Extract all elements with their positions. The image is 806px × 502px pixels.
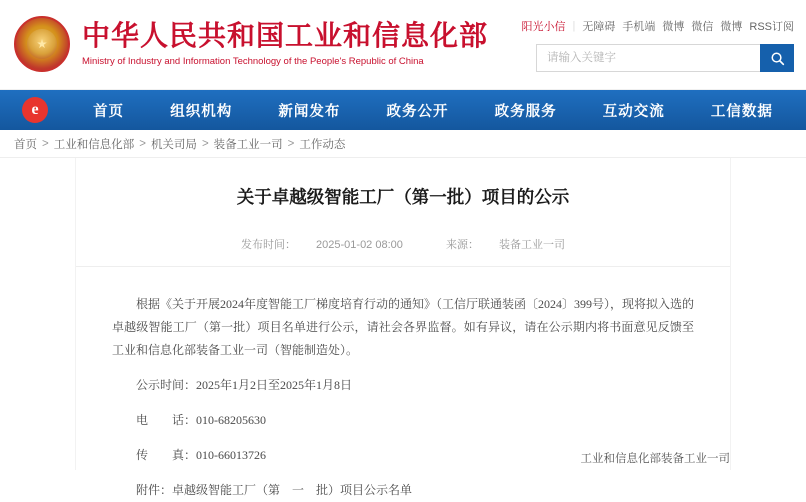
toplink-weibo-alt[interactable]: 微博 <box>720 21 743 33</box>
toplink-rss[interactable]: RSS订阅 <box>749 21 794 33</box>
breadcrumb-item-miit[interactable]: 工业和信息化部 <box>53 138 135 151</box>
breadcrumb-item-equipment-bureau-1[interactable]: 装备工业一司 <box>213 138 283 151</box>
national-emblem-icon <box>14 16 70 72</box>
breadcrumb-separator-icon: > <box>42 137 49 150</box>
source-label: 来源： 装备工业一司 <box>445 239 565 251</box>
article-container <box>75 158 731 497</box>
search-input[interactable] <box>536 44 760 72</box>
toplink-accessibility[interactable]: 无障碍 <box>582 21 616 33</box>
site-title-cn: 中华人民共和国工业和信息化部 <box>82 20 489 51</box>
nav-item-organization[interactable]: 组织机构 <box>170 103 233 120</box>
fax-label: 传 真： <box>136 448 197 462</box>
search-box <box>536 44 794 72</box>
main-navigation <box>0 90 806 130</box>
nav-item-news[interactable]: 新闻发布 <box>278 103 341 120</box>
nav-item-government-affairs-open[interactable]: 政务公开 <box>386 103 449 120</box>
notice-period-value: 2025年1月2日至2025年1月8日 <box>196 378 353 392</box>
breadcrumb-separator-icon: > <box>139 137 146 150</box>
breadcrumb <box>0 130 806 158</box>
attachment-label: 附件： <box>136 483 173 497</box>
phone-label: 电 话： <box>136 413 197 427</box>
phone-value: 010-68205630 <box>196 413 267 427</box>
breadcrumb-item-home[interactable]: 首页 <box>14 138 37 151</box>
site-header <box>0 0 806 90</box>
toplink-separator: | <box>572 20 576 32</box>
nav-item-home[interactable]: 首页 <box>93 103 125 120</box>
search-icon <box>770 51 785 66</box>
breadcrumb-item-work-updates[interactable]: 工作动态 <box>299 138 346 151</box>
brand-text <box>82 19 488 69</box>
fax-value: 010-66013726 <box>196 448 267 462</box>
article-signature: 工业和信息化部装备工业一司 <box>580 453 730 465</box>
search-button[interactable] <box>760 44 794 72</box>
toplink-sunshine[interactable]: 阳光小信 <box>521 21 566 33</box>
nav-item-interaction[interactable]: 互动交流 <box>602 103 665 120</box>
nav-logo-icon[interactable]: e <box>22 97 48 123</box>
toplink-mobile[interactable]: 手机端 <box>622 21 656 33</box>
breadcrumb-item-departments[interactable]: 机关司局 <box>150 138 197 151</box>
notice-period-label: 公示时间： <box>136 378 197 392</box>
article-paragraph: 根据《关于开展2024年度智能工厂梯度培育行动的通知》（工信厅联通装函〔2024〕399号），现将拟入选的卓越级智能工厂（第一批）项目名单进行公示，请社会各界监督。如有异议，请在公示期内将书面意见反馈至工业和信息化部装备工业一司（智能制造处）。 <box>112 297 695 357</box>
breadcrumb-separator-icon: > <box>201 137 209 150</box>
article-body <box>76 293 730 502</box>
toplink-wechat[interactable]: 微信 <box>691 21 714 33</box>
nav-item-government-services[interactable]: 政务服务 <box>494 103 557 120</box>
site-title-en: Ministry of Industry and Information Technology of the People's Republic of China <box>82 56 424 67</box>
toplink-weibo[interactable]: 微博 <box>662 21 685 33</box>
attachment-link[interactable]: 卓越级智能工厂（第 一 批）项目公示名单 <box>172 483 413 497</box>
site-brand[interactable] <box>14 16 488 72</box>
article-meta <box>76 236 730 267</box>
nav-item-industry-data[interactable]: 工信数据 <box>710 103 773 120</box>
phone-line <box>112 409 694 432</box>
nav-items <box>70 100 806 121</box>
breadcrumb-separator-icon: > <box>287 137 295 150</box>
attachment-line <box>112 479 694 502</box>
page-title: 关于卓越级智能工厂（第一批）项目的公示 <box>236 187 570 207</box>
notice-period-line <box>112 374 694 397</box>
publish-time-label: 发布时间： 2025-01-02 08:00 <box>241 239 403 251</box>
top-quick-links <box>522 18 794 34</box>
